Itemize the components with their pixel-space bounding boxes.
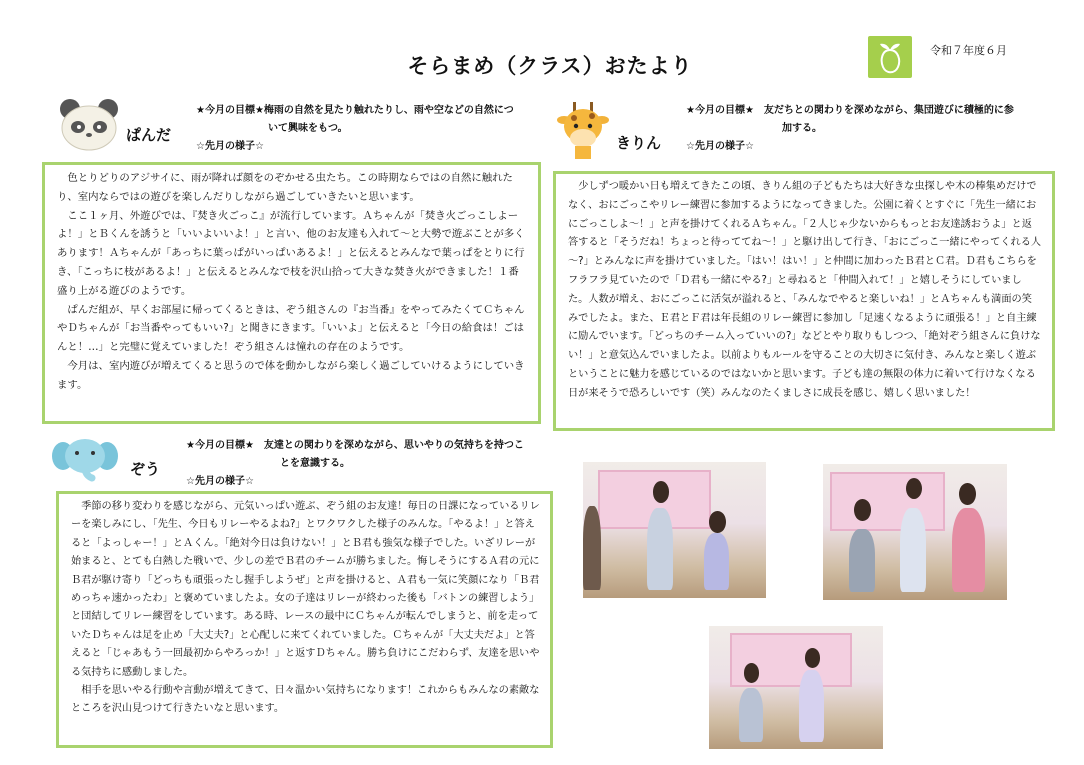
panda-last-month: ☆先月の様子☆ bbox=[196, 141, 264, 152]
issue-date: 令和７年度６月 bbox=[930, 44, 1007, 57]
bean-logo-icon bbox=[868, 36, 912, 78]
zou-goal-line1: ★今月の目標★ 友達との関わりを深めながら、思いやりの気持ちを持つこ bbox=[186, 440, 524, 451]
panda-report-box bbox=[42, 162, 541, 424]
class-name-panda: ぱんだ bbox=[126, 126, 172, 144]
kirin-goal-line2: 加する。 bbox=[782, 123, 822, 134]
elephant-icon bbox=[52, 436, 118, 482]
photo-2 bbox=[823, 464, 1007, 600]
panda-goal-line2: いて興味をもつ。 bbox=[268, 123, 348, 134]
zou-report-box bbox=[56, 491, 553, 748]
kirin-goal bbox=[686, 102, 1056, 156]
page-title: そらまめ（クラス）おたより bbox=[407, 54, 693, 78]
zou-paragraph: 相手を思いやる行動や言動が増えてきて、日々温かい気持ちになります！これからもみんなの素敵なところを沢山見つけて行きたいなと思います。 bbox=[71, 685, 540, 715]
panda-paragraph: 色とりどりのアジサイに、雨が降れば顔をのぞかせる虫たち。この時期ならではの自然に触れたり、室内ならではの遊びを楽しんだりしながら過ごしていきたいと思います。 bbox=[57, 172, 513, 203]
panda-icon bbox=[58, 97, 120, 151]
giraffe-icon bbox=[556, 100, 610, 160]
panda-goal bbox=[196, 102, 546, 156]
panda-paragraph: ここ１ヶ月、外遊びでは、『焚き火ごっこ』が流行しています。Ａちゃんが「焚き火ごっこしよーよ！」とＢくんを誘うと「いいよいいよ！」と言い、他のお友達も入れて～と大勢で遊ぶことが多くあります！Ａちゃんが「あっちに葉っぱがいっぱいあるよ！」と伝えるとみんなで葉っぱをとりに行き、「こっちに枝があるよ！」と伝えるとみんなで枝を沢山拾って大きな焚き火ができました！１番盛り上がる遊びのようです。 bbox=[57, 209, 525, 297]
kirin-paragraph: 少しずつ暖かい日も増えてきたこの頃、きりん組の子どもたちは大好きな虫探しや木の棒集めだけでなく、おにごっこやリレー練習に参加するようになってきました。公園に着くとすぐに「先生一緒におにごっこしよ～！」と声を掛けてくれるＡちゃん。「２人じゃ少ないからもっとお友達誘おうよ」と返答すると「そうだね！ちょっと待っててね～！」と駆け出して行き、「おにごっこ一緒にやってくれる人～?」とみんなに声を掛けていました。「はい！はい！」と仲間に加わったＢ君とＣ君。Ｄ君もこちらをフラフラ見ていたので「Ｄ君も一緒にやる?」と尋ねると「仲間入れて！」と嬉しそうにしていました。人数が増え、おにごっこに活気が溢れると、「みんなでやると楽しいね！」とＡちゃんも満面の笑みでしたよ。また、Ｅ君とＦ君は年長組のリレー練習に参加し「足速くなるように頑張る！」と自主練に励んでいます。「どっちのチーム入っていいの?」などとやり取りもしつつ、「絶対ぞう組さんに負けない！」と意気込んでいましたよ。以前よりもルールを守ることの大切さに気付き、みんなと楽しく遊ぶということに魅力を感じているのではないかと思います。子ども達の無限の体力に着いて行けなくなる日が来そうで恐ろしいです（笑）みんなのたくましさに成長を感じ、嬉しく思いました！ bbox=[568, 181, 1042, 399]
kirin-goal-line1: ★今月の目標★ 友だちとの関わりを深めながら、集団遊びに積極的に参 bbox=[686, 105, 1014, 116]
photo-3 bbox=[709, 626, 883, 749]
kirin-report-box bbox=[553, 171, 1055, 431]
class-name-zou: ぞう bbox=[130, 460, 161, 478]
panda-goal-line1: ★今月の目標★梅雨の自然を見たり触れたりし、雨や空などの自然につ bbox=[196, 105, 514, 116]
panda-paragraph: ぱんだ組が、早くお部屋に帰ってくるときは、ぞう組さんの『お当番』をやってみたくてＣちゃんやＤちゃんが「お当番やってもいい?」と聞きにきます。「いいよ」と伝えると「今日の給食は！ごはんと！…」と完璧に覚えていました！ぞう組さんは憧れの存在のようです。 bbox=[57, 303, 525, 354]
zou-goal-line2: とを意識する。 bbox=[280, 458, 350, 469]
class-name-kirin: きりん bbox=[616, 134, 662, 152]
zou-paragraph: 季節の移り変わりを感じながら、元気いっぱい遊ぶ、ぞう組のお友達！毎日の日課になっているリレーを楽しみにし、「先生、今日もリレーやるよね?」とワクワクした様子のみんな。「やるよ！」と答えると「よっしゃー！」とＡくん。「絶対今日は負けない！」とＢ君も強気な様子でした。いざリレーが始まると、とても白熱した戦いで、少しの差でＢ君のチームが勝ちました。悔しそうにするＡ君の元にＢ君が駆け寄り「どっちも頑張ったし握手しようぜ」と声を掛けると、Ａ君も一気に笑顔になり「Ｂ君めっちゃ速かったわ」と褒めていましたよ。女の子達はリレーが終わった後も「バトンの練習しよう」と団結してリレー練習をしています。ある時、レースの最中にＣちゃんが転んでしまうと、前を走っていたＤちゃんは足を止め「大丈夫?」と心配しに来てくれていました。Ｃちゃんが「大丈夫だよ」と答えると「じゃあもう一回最初からやろっか！」と返すＤちゃん。勝ち負けにこだわらず、友達を思いやる気持ちに感動しました。 bbox=[71, 501, 540, 678]
kirin-last-month: ☆先月の様子☆ bbox=[686, 141, 754, 152]
zou-last-month: ☆先月の様子☆ bbox=[186, 476, 254, 487]
zou-goal bbox=[186, 437, 556, 491]
panda-paragraph: 今月は、室内遊びが増えてくると思うので体を動かしながら楽しく過ごしていけるようにしていきます。 bbox=[57, 359, 525, 391]
photo-1 bbox=[583, 462, 766, 598]
